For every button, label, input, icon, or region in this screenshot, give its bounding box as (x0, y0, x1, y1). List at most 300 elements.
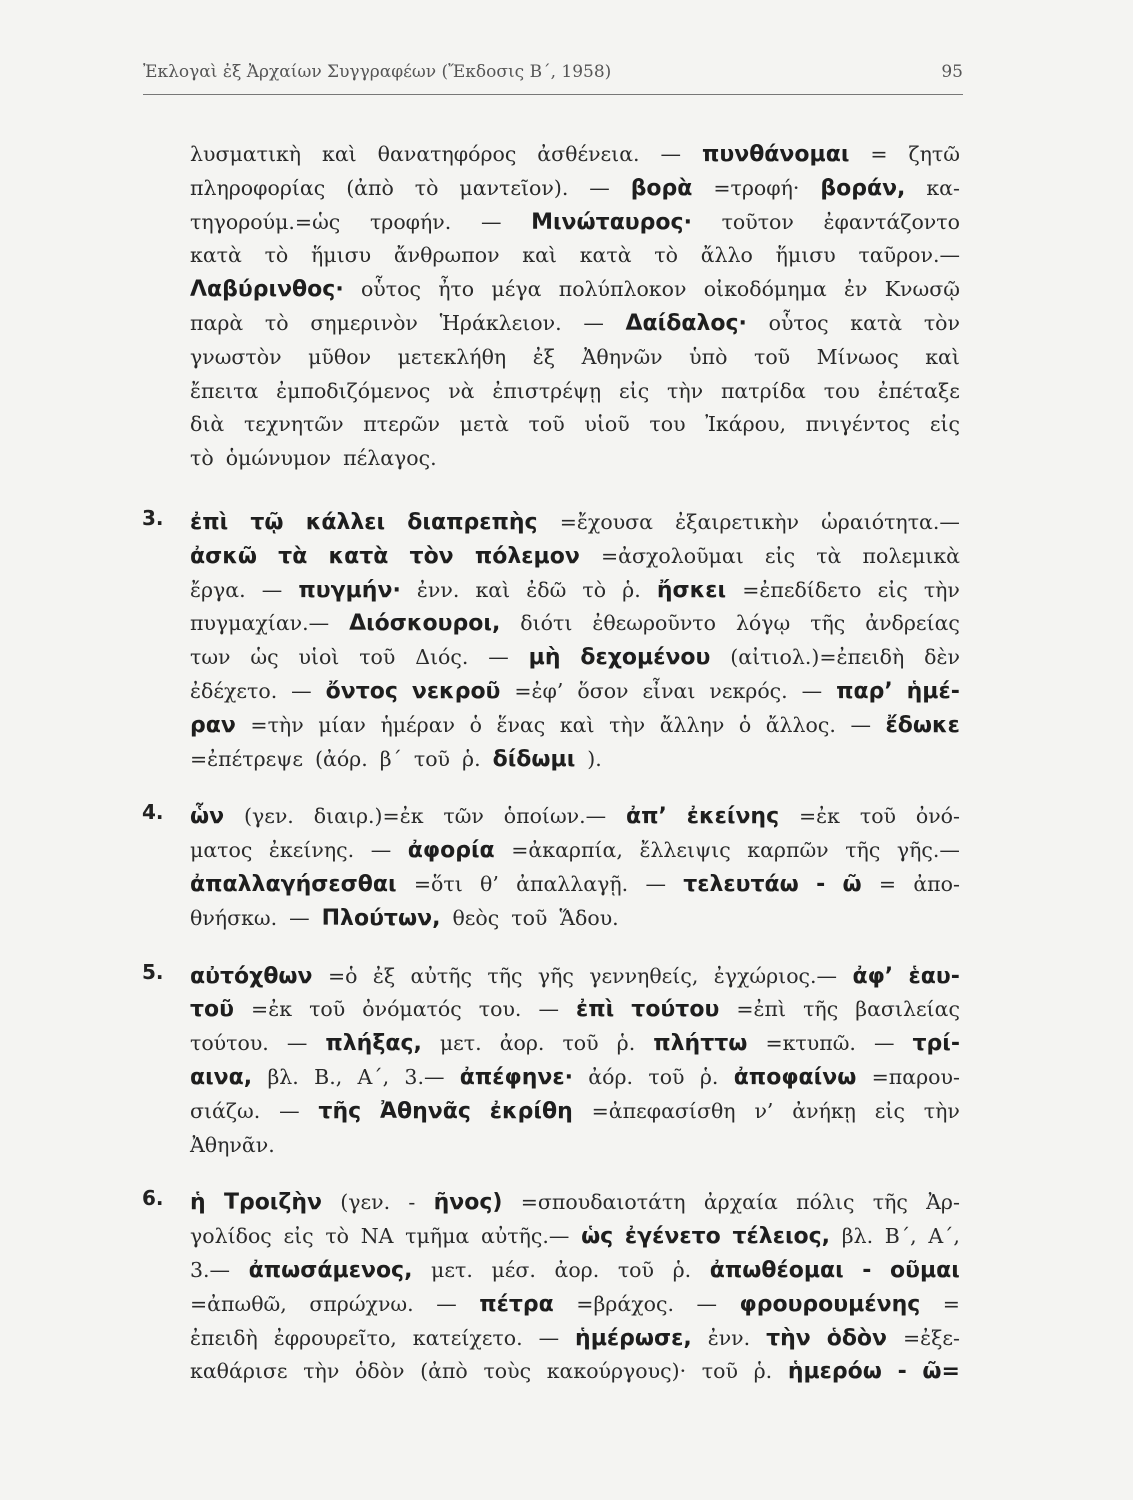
gloss-word: ἦτο (438, 277, 475, 302)
gloss-word: θεὸς (452, 905, 500, 930)
gloss-word: πολεμικὰ (862, 543, 960, 568)
gloss-word: οἰκοδόμημα (703, 277, 827, 302)
gloss-word: μετεκλήθη (397, 344, 507, 369)
gloss-word: ζητῶ (908, 142, 960, 166)
gloss-word: Ἡράκλειον. (439, 310, 562, 335)
gloss-word: ῥ. (622, 577, 641, 602)
headword: ἀπωσάμενος, (248, 1257, 413, 1283)
gloss-word: των (190, 645, 231, 670)
gloss-word: ὁποίων.— (503, 804, 607, 829)
text-line (190, 1288, 960, 1322)
headword: τέλειος, (732, 1224, 831, 1250)
gloss-word: =ἐκ (799, 804, 840, 829)
gloss-word: τὰ (816, 543, 842, 568)
gloss-word: εἰς (874, 1098, 905, 1123)
gloss-word: γεννηθείς, (589, 963, 699, 988)
gloss-word: — (480, 209, 502, 234)
gloss-word: ἀπο- (913, 871, 960, 896)
gloss-word: ὁ (738, 712, 752, 737)
gloss-word: τὸ (325, 1224, 349, 1249)
gloss-word: τοῦ (648, 1064, 685, 1089)
gloss-word: τοῦ (562, 1031, 599, 1056)
gloss-word: Διός. (415, 645, 469, 670)
gloss-word: =ἐπὶ (736, 997, 787, 1022)
headword: ἀποφαίνω (733, 1064, 857, 1090)
gloss-word: εἰς (877, 577, 908, 602)
gloss-word: ἥμισυ (311, 243, 372, 268)
section-number: 5. (142, 959, 164, 984)
text-line (190, 743, 960, 777)
gloss-word: γνωστὸν (190, 344, 282, 369)
text-line (190, 1129, 960, 1163)
headword: τελευτάω (683, 871, 799, 897)
gloss-word: (γεν. (243, 804, 294, 829)
gloss-word: αὐτῆς.— (480, 1224, 570, 1249)
text-line (190, 993, 960, 1027)
headword: ὡς (581, 1224, 614, 1250)
text-line (190, 675, 960, 709)
gloss-word: =ὅτι (413, 871, 463, 896)
gloss-word: =ἀπεφασίσθη (591, 1098, 736, 1123)
headword: ἡ (190, 1190, 206, 1216)
gloss-word: τοὺς (483, 1359, 532, 1384)
gloss-word: ἀνδρείας (865, 611, 960, 636)
headword: δίδωμι (492, 746, 576, 772)
headword: πλήττω (653, 1031, 748, 1057)
headword: ἐγένετο (624, 1224, 721, 1250)
gloss-word: Μίνωος (816, 344, 899, 369)
headword: νεκροῦ (411, 678, 501, 704)
gloss-word: σπρώχνω. (309, 1291, 414, 1316)
gloss-word: τὸ (264, 243, 289, 268)
gloss-word: τῆς (487, 963, 523, 988)
headword: Τροιζὴν (223, 1190, 323, 1216)
gloss-word: ἐγχώριος.— (713, 963, 838, 988)
headword: πυνθάνομαι (701, 142, 850, 167)
gloss-word: πατρίδα (720, 378, 806, 403)
gloss-word: τοῦ (309, 997, 346, 1022)
gloss-word: εἰς (929, 412, 960, 437)
headword: ἐπὶ (576, 997, 615, 1023)
headword: Λαβύρινθος· (190, 277, 344, 303)
gloss-word: καὶ (475, 577, 511, 602)
gloss-word: ν’ (754, 1098, 774, 1123)
section-number: 6. (142, 1186, 164, 1211)
text-line (190, 172, 960, 206)
gloss-word: Ἀθηνᾶν. (190, 1132, 275, 1157)
gloss-word: ἐδῶ (526, 577, 567, 602)
gloss-word: Α΄, (928, 1224, 960, 1249)
gloss-word: εἶναι (642, 678, 696, 703)
headword: αὐτόχθων (190, 963, 313, 989)
gloss-word: πέλαγος. (343, 446, 437, 471)
gloss-word: ἐφαντάζοντο (823, 209, 960, 234)
text-line (190, 868, 960, 902)
gloss-word: ἐξαιρετικὴν (675, 509, 799, 534)
gloss-word: τῆς (810, 611, 846, 636)
headword: ἀπωθέομαι (709, 1257, 844, 1283)
gloss-word: =ἐπεδίδετο (742, 577, 862, 602)
gloss-word: τῆς (872, 1190, 908, 1215)
gloss-word: τὴν (609, 712, 646, 737)
text-line (190, 800, 960, 834)
gloss-word: Ἀθηνῶν (581, 344, 663, 369)
gloss-word: Ἅδου. (559, 905, 619, 930)
gloss-word: Β., (314, 1064, 343, 1089)
gloss-word: κατὰ (190, 243, 242, 268)
text-line (190, 960, 960, 994)
gloss-word: τμῆμα (405, 1224, 470, 1249)
glossary-section (140, 800, 960, 935)
gloss-word: τοῦ (859, 804, 897, 829)
headword: βοράν, (820, 175, 906, 201)
headword: ἐκείνης (686, 804, 780, 830)
gloss-word: κα- (926, 175, 960, 200)
gloss-word: — (801, 678, 823, 703)
gloss-word: ῥ. (672, 1257, 692, 1282)
text-line (190, 506, 960, 540)
headword: ὧν (190, 804, 225, 830)
gloss-word: τεχνητῶν (243, 412, 344, 437)
gloss-word: Κνωσῷ (884, 277, 960, 302)
headword: κάλλει (305, 509, 386, 535)
headword: μὴ (528, 645, 561, 671)
gloss-word: τοῦ (359, 645, 396, 670)
headword: διαπρεπὴς (407, 509, 538, 535)
text-line (190, 1061, 960, 1095)
gloss-word: ἄλλο (700, 243, 753, 268)
gloss-word: μετ. (439, 1031, 482, 1056)
section-number: 3. (142, 505, 164, 530)
gloss-word: — (538, 1325, 560, 1350)
gloss-word: ἐμποδιζόμενος (276, 378, 431, 403)
gloss-word: Β΄, (884, 1224, 917, 1249)
gloss-word: τὴν (667, 378, 704, 403)
headword: παρ’ (836, 678, 893, 704)
gloss-word: τοῦτον (721, 209, 794, 234)
gloss-word: — (583, 310, 604, 335)
gloss-word: κατὰ (850, 310, 903, 335)
headword: - (897, 1359, 907, 1385)
gloss-word: τὴν (923, 577, 960, 602)
gloss-word: καὶ (559, 712, 595, 737)
gloss-word: ματος (190, 838, 253, 863)
gloss-word: — (538, 997, 559, 1022)
gloss-word: (ἀόρ. (314, 746, 368, 771)
gloss-word: — (436, 1291, 457, 1316)
gloss-word: τὸ (414, 175, 439, 200)
gloss-word: ἐξ (372, 963, 396, 988)
gloss-word: εἰς (283, 1224, 314, 1249)
gloss-word: τοῦ (413, 746, 451, 771)
text-line (190, 138, 960, 172)
gloss-word: του (649, 412, 686, 437)
gloss-word: μέσ. (491, 1257, 536, 1282)
gloss-word: Α΄, (357, 1064, 390, 1089)
gloss-word: ἐθεωροῦντο (592, 611, 716, 636)
gloss-word: =βράχος. (576, 1291, 674, 1316)
headword: αινα, (190, 1064, 253, 1090)
gloss-word: τὴν (303, 1359, 340, 1384)
gloss-word: καὶ (322, 142, 357, 166)
gloss-word: ἐφρουρεῖτο, (273, 1325, 397, 1350)
gloss-word: — (660, 142, 682, 166)
gloss-word: καὶ (925, 344, 960, 369)
headword: ἐκρίθη (489, 1098, 573, 1124)
gloss-word: καθάρισε (190, 1359, 288, 1384)
gloss-word: ἐξ (532, 344, 556, 369)
gloss-word: (ἀπὸ (346, 175, 394, 200)
gloss-word: βλ. (841, 1224, 874, 1249)
gloss-word: =ἀσχολοῦμαι (600, 543, 744, 568)
running-header (143, 62, 963, 95)
gloss-word: Ἰκάρου, (705, 412, 786, 437)
gloss-word: ῥ. (462, 746, 481, 771)
gloss-word: ἔλλειψις (639, 838, 731, 863)
gloss-word: — (850, 712, 871, 737)
text-line (190, 574, 960, 608)
headword: πλήξας, (325, 1031, 422, 1057)
gloss-word: υἱοῦ (584, 412, 630, 437)
gloss-word: (γεν. (340, 1190, 391, 1215)
headword: ῶ (842, 871, 862, 897)
gloss-word: τὸ (264, 310, 289, 335)
headword: πυγμήν· (298, 577, 401, 603)
gloss-word: λόγῳ (735, 611, 791, 636)
gloss-word: ἀπαλλαγῇ. (516, 871, 629, 896)
gloss-word: ἔπειτα (190, 378, 259, 403)
gloss-word: =τροφή· (713, 175, 800, 200)
text-line (190, 1254, 960, 1288)
headword: τὴν (766, 1325, 811, 1351)
gloss-word: νὰ (448, 378, 475, 403)
headword: δεχομένου (580, 645, 711, 671)
gloss-word: πνιγέντος (805, 412, 911, 437)
gloss-word: εἰς (764, 543, 796, 568)
gloss-word: ἐδέχετο. (190, 678, 278, 703)
gloss-word: πυγμαχίαν.— (190, 611, 330, 636)
gloss-word: — (696, 1291, 717, 1316)
text-line (190, 1095, 960, 1129)
gloss-word: =παρου- (871, 1064, 960, 1089)
gloss-word: λυσματικὴ (190, 142, 302, 166)
gloss-word: 3.— (404, 1064, 445, 1089)
section-number: 4. (142, 800, 164, 825)
text-line (190, 307, 960, 341)
gloss-word: ἐπιστρέψῃ (492, 378, 602, 403)
headword: ὁδὸν (826, 1325, 888, 1351)
gloss-word: γῆς.— (896, 838, 960, 863)
gloss-word: Ἀρ- (926, 1190, 960, 1215)
text-line (190, 540, 960, 574)
gloss-word: αὐτῆς (410, 963, 472, 988)
gloss-word: πολύπλοκον (558, 277, 687, 302)
gloss-word: σιάζω. (190, 1098, 261, 1123)
gloss-word: — (261, 577, 283, 602)
gloss-word: — (279, 1098, 300, 1123)
headword: - (862, 1257, 872, 1283)
gloss-word: βλ. (267, 1064, 299, 1089)
gloss-word: (αἰτιολ.)=ἐπειδὴ (730, 645, 905, 670)
gloss-word: — (645, 871, 666, 896)
text-line (190, 902, 960, 936)
gloss-word: =σπουδαιοτάτη (520, 1190, 686, 1215)
gloss-word: ἐν (843, 277, 868, 302)
gloss-word: οὗτος (360, 277, 421, 302)
headword: οῦμαι (890, 1257, 960, 1283)
gloss-word: ἄλλος. (765, 712, 836, 737)
gloss-word: = (942, 1291, 960, 1316)
headword: ἡμέ- (906, 678, 960, 704)
headword: ἤσκει (656, 577, 727, 603)
text-line (190, 709, 960, 743)
headword: ἡμέρωσε, (575, 1325, 692, 1351)
gloss-word: μέγα (491, 277, 542, 302)
gloss-word: τούτου. (190, 1031, 269, 1056)
gloss-word: ἡμέραν (380, 712, 456, 737)
headword: - (816, 871, 826, 897)
gloss-word: καὶ (522, 243, 557, 268)
headword: τῷ (250, 509, 284, 535)
gloss-word: πόλις (796, 1190, 855, 1215)
gloss-word: ὀνόματός (362, 997, 462, 1022)
gloss-word: μῦθον (308, 344, 372, 369)
gloss-word: τὸ (190, 446, 214, 471)
text-line (190, 408, 960, 442)
gloss-word: τῆς (803, 997, 839, 1022)
headword: πέτρα (479, 1291, 554, 1317)
gloss-word: κατείχετο. (412, 1325, 523, 1350)
gloss-word: πτερῶν (363, 412, 440, 437)
gloss-word: =ἐφ’ (514, 678, 564, 703)
gloss-word: ὡς (250, 645, 279, 670)
gloss-word: κακούργους)· (546, 1359, 687, 1384)
gloss-word: ἀορ. (554, 1257, 600, 1282)
gloss-word: — (291, 678, 312, 703)
headword: τὸν (409, 543, 454, 569)
headword: ἀφ’ (852, 963, 894, 989)
gloss-word: (ἀπὸ (420, 1359, 468, 1384)
gloss-word: =τὴν (250, 712, 304, 737)
headword: ραν (190, 712, 236, 738)
gloss-word: θανατηφόρος (377, 142, 517, 166)
gloss-word: τῆς (845, 838, 881, 863)
headword: Μινώταυρος· (531, 209, 692, 235)
headword: τούτου (631, 997, 720, 1023)
headword: ἔδωκε (885, 712, 960, 738)
glossary-section (140, 138, 960, 476)
gloss-word: τοῦ (511, 905, 548, 930)
glossary-section (140, 960, 960, 1163)
headword: Δαίδαλος· (625, 310, 747, 336)
gloss-word: πληροφορίας (190, 175, 326, 200)
headword: ἀσκῶ (190, 543, 257, 569)
gloss-word: ὀνό- (915, 804, 960, 829)
gloss-word: ἕνας (496, 712, 546, 737)
text-line (190, 1220, 960, 1254)
gloss-word: παρὰ (190, 310, 244, 335)
headword: πόλεμον (474, 543, 580, 569)
gloss-word: ἥμισυ (775, 243, 836, 268)
gloss-word: τροφήν. (369, 209, 452, 234)
glossary-section (140, 1186, 960, 1389)
gloss-word: — (289, 905, 310, 930)
glossary-content (140, 138, 960, 1389)
gloss-word: βασιλείας (855, 997, 960, 1022)
gloss-word: του (823, 378, 860, 403)
gloss-word: δὲν (924, 645, 960, 670)
headword: φρουρουμένης (739, 1291, 921, 1317)
text-line (190, 206, 960, 240)
gloss-word: σημερινὸν (310, 310, 418, 335)
gloss-word: τὸ (582, 577, 607, 602)
gloss-word: ἀόρ. (588, 1064, 634, 1089)
gloss-word: ἐνν. (707, 1325, 751, 1350)
gloss-word: — (286, 1031, 308, 1056)
gloss-word: τοῦ (617, 1257, 654, 1282)
gloss-word: θνήσκω. (190, 905, 278, 930)
gloss-word: = (878, 871, 897, 896)
text-line (190, 641, 960, 675)
headword: Διόσκουροι, (349, 611, 501, 637)
gloss-word: =ἀπωθῶ, (190, 1291, 287, 1316)
text-line (190, 239, 960, 273)
gloss-word: ὡραιότητα.— (821, 509, 960, 534)
gloss-word: — (370, 838, 392, 863)
headword: ἐπὶ (190, 509, 229, 535)
page-number: 95 (941, 62, 963, 82)
gloss-word: ἐκείνης. (268, 838, 355, 863)
gloss-word: γολίδος (190, 1224, 272, 1249)
headword: κατὰ (328, 543, 389, 569)
gloss-word: 3.— (190, 1257, 231, 1282)
gloss-word: — (873, 1031, 895, 1056)
gloss-word: ΝΑ (360, 1224, 394, 1249)
headword: ἑαυ- (908, 963, 960, 989)
gloss-word: =ἀκαρπία, (511, 838, 623, 863)
gloss-word: τοῦ (753, 344, 791, 369)
gloss-word: ἀορ. (499, 1031, 545, 1056)
gloss-word: μίαν (318, 712, 366, 737)
headword: ὄντος (325, 678, 398, 704)
gloss-word: εἰς (619, 378, 650, 403)
headword: Πλούτων, (321, 905, 441, 931)
gloss-word: θ’ (480, 871, 499, 896)
headword: ἀπαλλαγήσεσθαι (190, 871, 397, 897)
gloss-word: μετ. (431, 1257, 473, 1282)
headword: τοῦ (190, 997, 235, 1023)
headword: ἀπέφηνε· (459, 1064, 573, 1090)
gloss-word: ὁδὸν (354, 1359, 405, 1384)
gloss-word: ὅσον (577, 678, 629, 703)
gloss-word: μετὰ (459, 412, 509, 437)
gloss-word: ἀνήκῃ (792, 1098, 856, 1123)
gloss-word: ῥ. (616, 1031, 636, 1056)
gloss-word: ἀρχαία (703, 1190, 778, 1215)
gloss-word: διότι (520, 611, 573, 636)
gloss-word: μαντεῖον). (459, 175, 569, 200)
running-title: Ἐκλογαὶ ἐξ Ἀρχαίων Συγγραφέων (Ἔκδοσις Β΄, 1958) (143, 62, 612, 82)
gloss-word: =ἐπέτρεψε (190, 746, 303, 771)
gloss-word: ἐπειδὴ (190, 1325, 258, 1350)
text-line (190, 375, 960, 409)
headword: Ἀθηνᾶς (380, 1098, 471, 1124)
gloss-word: ῥ. (699, 1064, 719, 1089)
gloss-word: τὸν (923, 310, 960, 335)
gloss-word: νεκρός. (709, 678, 788, 703)
headword: ῆνος) (433, 1190, 503, 1216)
headword: βορὰ (630, 175, 693, 201)
